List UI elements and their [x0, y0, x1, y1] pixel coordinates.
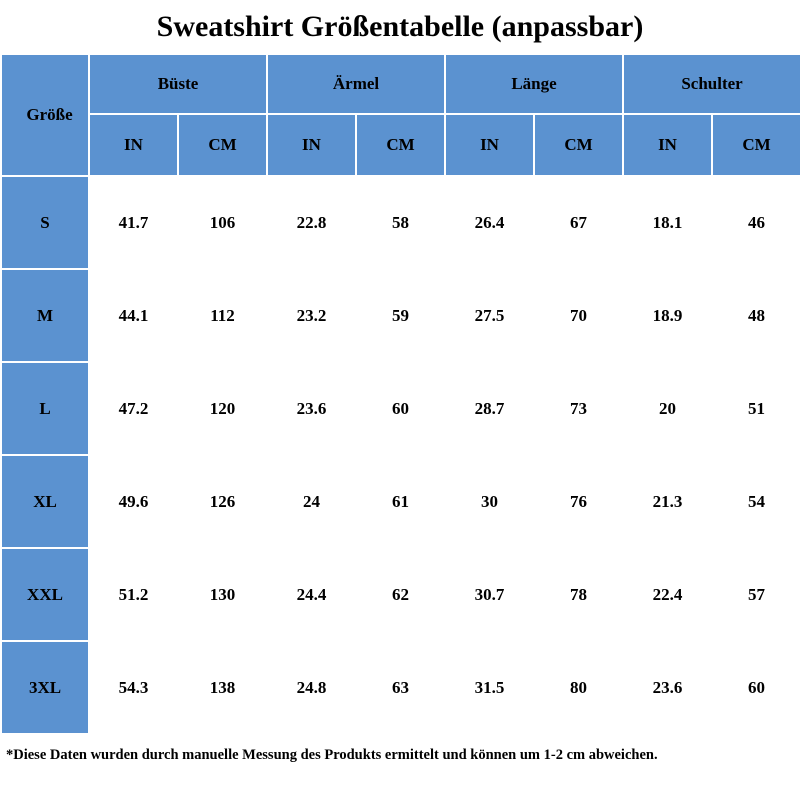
group-header-buste: Büste	[89, 54, 267, 114]
unit-header-aermel-cm: CM	[356, 114, 445, 176]
table-unit-header-row	[1, 114, 800, 176]
cell-schulter-in: 21.3	[623, 455, 712, 548]
cell-aermel-cm: 63	[356, 641, 445, 734]
cell-buste-in: 47.2	[89, 362, 178, 455]
group-header-schulter: Schulter	[623, 54, 800, 114]
unit-header-laenge-in: IN	[445, 114, 534, 176]
cell-schulter-in: 20	[623, 362, 712, 455]
cell-aermel-in: 23.2	[267, 269, 356, 362]
row-size-label: XL	[1, 455, 89, 548]
cell-buste-cm: 106	[178, 176, 267, 269]
cell-aermel-in: 22.8	[267, 176, 356, 269]
size-column-header: Größe	[1, 54, 89, 176]
table-row	[1, 176, 800, 269]
cell-buste-in: 51.2	[89, 548, 178, 641]
cell-schulter-cm: 54	[712, 455, 800, 548]
cell-schulter-in: 23.6	[623, 641, 712, 734]
cell-buste-in: 44.1	[89, 269, 178, 362]
cell-aermel-in: 24	[267, 455, 356, 548]
cell-aermel-in: 23.6	[267, 362, 356, 455]
cell-aermel-in: 24.8	[267, 641, 356, 734]
row-size-label: M	[1, 269, 89, 362]
cell-buste-cm: 126	[178, 455, 267, 548]
unit-header-buste-cm: CM	[178, 114, 267, 176]
unit-header-laenge-cm: CM	[534, 114, 623, 176]
cell-laenge-cm: 70	[534, 269, 623, 362]
cell-aermel-cm: 59	[356, 269, 445, 362]
cell-laenge-cm: 78	[534, 548, 623, 641]
cell-laenge-in: 27.5	[445, 269, 534, 362]
cell-laenge-cm: 73	[534, 362, 623, 455]
cell-schulter-cm: 57	[712, 548, 800, 641]
table-row	[1, 269, 800, 362]
table-row	[1, 641, 800, 734]
cell-aermel-cm: 60	[356, 362, 445, 455]
row-size-label: 3XL	[1, 641, 89, 734]
cell-laenge-in: 26.4	[445, 176, 534, 269]
cell-buste-cm: 120	[178, 362, 267, 455]
cell-buste-in: 54.3	[89, 641, 178, 734]
cell-buste-in: 49.6	[89, 455, 178, 548]
cell-schulter-cm: 48	[712, 269, 800, 362]
cell-buste-cm: 130	[178, 548, 267, 641]
row-size-label: L	[1, 362, 89, 455]
cell-laenge-in: 28.7	[445, 362, 534, 455]
cell-buste-in: 41.7	[89, 176, 178, 269]
row-size-label: XXL	[1, 548, 89, 641]
size-chart-table	[0, 53, 800, 735]
cell-schulter-in: 22.4	[623, 548, 712, 641]
cell-aermel-cm: 58	[356, 176, 445, 269]
table-row	[1, 548, 800, 641]
cell-aermel-cm: 62	[356, 548, 445, 641]
unit-header-buste-in: IN	[89, 114, 178, 176]
table-row	[1, 455, 800, 548]
cell-schulter-cm: 60	[712, 641, 800, 734]
cell-laenge-cm: 67	[534, 176, 623, 269]
cell-laenge-in: 30.7	[445, 548, 534, 641]
cell-aermel-in: 24.4	[267, 548, 356, 641]
cell-laenge-in: 30	[445, 455, 534, 548]
cell-buste-cm: 112	[178, 269, 267, 362]
measurement-footnote: *Diese Daten wurden durch manuelle Messung des Produkts ermittelt und können um 1-2 cm abweichen.	[6, 747, 658, 763]
unit-header-aermel-in: IN	[267, 114, 356, 176]
unit-header-schulter-cm: CM	[712, 114, 800, 176]
cell-schulter-cm: 51	[712, 362, 800, 455]
group-header-aermel: Ärmel	[267, 54, 445, 114]
unit-header-schulter-in: IN	[623, 114, 712, 176]
table-group-header-row	[1, 54, 800, 114]
cell-schulter-in: 18.9	[623, 269, 712, 362]
cell-schulter-in: 18.1	[623, 176, 712, 269]
cell-laenge-in: 31.5	[445, 641, 534, 734]
row-size-label: S	[1, 176, 89, 269]
cell-laenge-cm: 80	[534, 641, 623, 734]
cell-schulter-cm: 46	[712, 176, 800, 269]
page-title: Sweatshirt Größentabelle (anpassbar)	[156, 10, 644, 43]
cell-aermel-cm: 61	[356, 455, 445, 548]
table-row	[1, 362, 800, 455]
cell-buste-cm: 138	[178, 641, 267, 734]
group-header-laenge: Länge	[445, 54, 623, 114]
cell-laenge-cm: 76	[534, 455, 623, 548]
